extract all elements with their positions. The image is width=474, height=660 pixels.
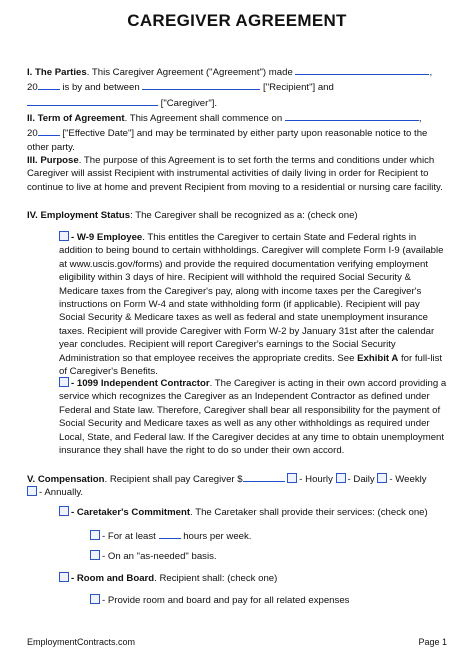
provide-room-checkbox[interactable]: [90, 594, 100, 604]
commence-date-field[interactable]: [285, 110, 419, 121]
recipient-name-field[interactable]: [142, 79, 260, 90]
commitment-item: - Caretaker's Commitment. The Caretaker shall provide their services: (check one): [59, 506, 474, 519]
document-title: CAREGIVER AGREEMENT: [127, 11, 347, 30]
contractor-checkbox[interactable]: [59, 377, 69, 387]
year-field[interactable]: [38, 79, 60, 90]
footer-page-number: Page 1: [418, 637, 447, 647]
section-term: II. Term of Agreement. This Agreement shall commence on , 20 ["Effective Date"] and may be terminated by either party upon reasonable notice to the other party.: [27, 110, 447, 154]
weekly-checkbox[interactable]: [377, 473, 387, 483]
section-parties: I. The Parties. This Caregiver Agreement ("Agreement") made , 20 is by and between ["Recipient"] and ["Caregiver"].: [27, 64, 447, 110]
pay-amount-field[interactable]: [243, 471, 285, 482]
footer-site: EmploymentContracts.com: [27, 637, 136, 647]
section-employment: IV. Employment Status: The Caregiver shall be recognized as a: (check one): [27, 210, 358, 221]
compensation-heading: V. Compensation: [27, 474, 105, 485]
room-board-checkbox[interactable]: [59, 572, 69, 582]
annually-checkbox[interactable]: [27, 486, 37, 496]
commence-year-field[interactable]: [38, 125, 60, 136]
w9-option: - W-9 Employee. This entitles the Caregiver to certain State and Federal rights in addition to being bound to certain withholdings. Caregiver will complete Form I-9 (available at www.uscis.gov/forms) and provide the required documentation verifying employment eligibility within 3 days of hire. Recipient will withhold the required Social Security & Medicare taxes from the Caregiver's pay, along with income taxes per the Caregiver's instructions on Form W-4 and state withholding form (if applicable). Recipient will pay Social Security & Medicare taxes as well as federal and state unemployment insurance taxes. Recipient will provide Caregiver with Form W-2 by January 31st after the calendar year concludes. Recipient will report Caregiver's earnings to the Social Security Administration so that employee receives the appropriate credits. See Exhibit A for full-list of Caregiver's Benefits.: [59, 232, 444, 378]
parties-heading: I. The Parties: [27, 67, 87, 78]
caregiver-name-field[interactable]: [27, 95, 158, 106]
w9-checkbox[interactable]: [59, 231, 69, 241]
commitment-checkbox[interactable]: [59, 506, 69, 516]
hourly-checkbox[interactable]: [287, 473, 297, 483]
room-board-provide-option: - Provide room and board and pay for all related expenses: [90, 594, 447, 607]
contractor-option: - 1099 Independent Contractor. The Caregiver is acting in their own accord providing a service which recognizes the Caregiver as an Independent Contractor as defined under Federal and State law. Therefore, Caregiver shall bear all responsibility for the payment of Social Security and Medicare taxes as well as any other withholdings as required under Local, State, and Federal law. If the Caregiver decides at any time to obtain unemployment insurance they shall have the right to do so under their own accord.: [59, 378, 447, 457]
hours-field[interactable]: [159, 528, 181, 539]
purpose-heading: III. Purpose: [27, 155, 79, 166]
hours-checkbox[interactable]: [90, 530, 100, 540]
commitment-hours-option: - For at least hours per week.: [90, 528, 447, 543]
date-field[interactable]: [295, 64, 429, 75]
daily-checkbox[interactable]: [336, 473, 346, 483]
room-board-item: - Room and Board. Recipient shall: (check one): [59, 572, 474, 585]
term-heading: II. Term of Agreement: [27, 113, 125, 124]
commitment-asneeded-option: - On an "as-needed" basis.: [90, 550, 447, 563]
as-needed-checkbox[interactable]: [90, 550, 100, 560]
section-purpose: III. Purpose. The purpose of this Agreement is to set forth the terms and conditions under which Caregiver will assist Recipient with instrumental activities of daily living in order for Recipient to continue to live at home and prevent Recipient from moving to a residential or nursing care facility.: [27, 155, 443, 193]
section-compensation: V. Compensation. Recipient shall pay Caregiver $ - Hourly - Daily - Weekly - Annually.: [27, 471, 447, 500]
employment-heading: IV. Employment Status: [27, 210, 131, 221]
